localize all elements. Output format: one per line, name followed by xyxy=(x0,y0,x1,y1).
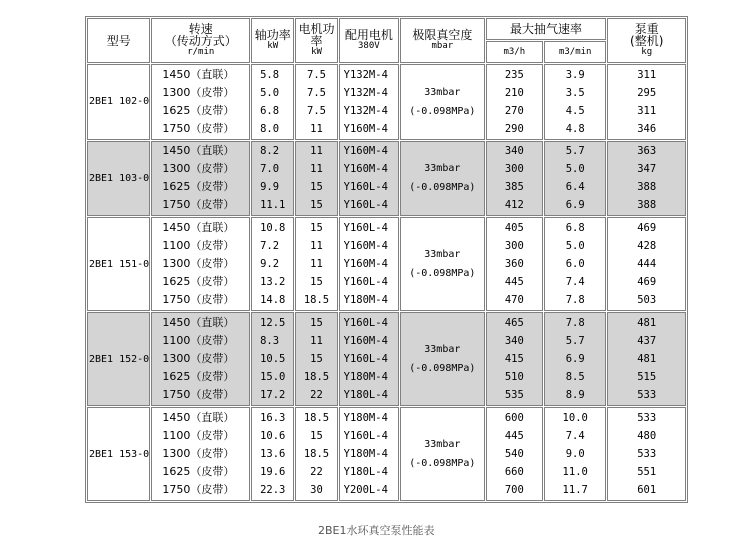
speed-cell-line: 1625（皮带） xyxy=(162,275,235,289)
capacity-m3min-cell xyxy=(544,64,606,140)
weight-cell-line: 551 xyxy=(637,466,657,478)
motor-power-cell-line: 18.5 xyxy=(303,448,330,460)
motor-power-cell xyxy=(295,141,337,217)
speed-cell-line: 1300（皮带） xyxy=(162,352,235,366)
capacity-m3min-cell-line: 11.0 xyxy=(562,466,588,478)
weight-cell-line: 388 xyxy=(637,181,657,194)
header-weight-title: 泵重 xyxy=(634,22,659,36)
table-row xyxy=(87,141,686,217)
weight-cell-line: 533 xyxy=(637,448,657,460)
header-speed xyxy=(151,18,250,63)
motor-power-cell-line: 7.5 xyxy=(307,68,326,81)
table-row xyxy=(87,312,686,406)
vacuum-mbar: 33mbar xyxy=(424,86,461,98)
capacity-m3min-cell xyxy=(544,312,606,406)
weight-cell-line: 444 xyxy=(637,258,657,271)
capacity-m3min-cell-line: 11.7 xyxy=(562,484,588,496)
weight-cell-line: 481 xyxy=(637,317,657,330)
capacity-m3min-cell-line: 4.8 xyxy=(565,122,585,135)
capacity-m3h-cell-line: 540 xyxy=(504,448,524,460)
capacity-m3min-cell-line: 6.9 xyxy=(565,353,585,366)
motor-type-cell-line: Y180M-4 xyxy=(343,294,388,307)
vacuum-mbar: 33mbar xyxy=(424,249,461,261)
vacuum-mbar: 33mbar xyxy=(424,163,461,175)
speed-cell xyxy=(151,407,250,501)
capacity-m3h-cell-line: 300 xyxy=(504,240,524,253)
weight-cell-line: 533 xyxy=(637,412,657,424)
capacity-m3h-cell-line: 270 xyxy=(504,104,524,117)
motor-type-cell-line: Y200L-4 xyxy=(343,484,388,496)
motor-power-cell-line: 15 xyxy=(310,353,323,366)
motor-type-cell-line: Y180L-4 xyxy=(343,466,388,478)
table-row xyxy=(87,64,686,140)
shaft-power-cell-line: 5.0 xyxy=(260,86,280,99)
model-cell: 2BE1 152-0 xyxy=(87,312,150,406)
capacity-m3h-cell-line: 535 xyxy=(504,389,524,402)
motor-power-cell-line: 15 xyxy=(310,181,323,194)
capacity-m3min-cell xyxy=(544,141,606,217)
motor-type-cell-line: Y160M-4 xyxy=(343,258,388,271)
motor-power-cell-line: 18.5 xyxy=(303,371,330,384)
capacity-m3min-cell-line: 6.0 xyxy=(565,258,585,271)
shaft-power-cell-line: 9.9 xyxy=(260,181,280,194)
vacuum-cell xyxy=(400,64,485,140)
vacuum-cell xyxy=(400,217,485,311)
motor-type-cell xyxy=(339,217,399,311)
vacuum-mpa: (-0.098MPa) xyxy=(409,182,476,194)
capacity-m3h-cell-line: 210 xyxy=(504,86,524,99)
capacity-m3min-cell-line: 7.4 xyxy=(565,276,585,289)
capacity-m3min-cell-line: 5.0 xyxy=(565,240,585,253)
vacuum-mpa: (-0.098MPa) xyxy=(409,105,476,117)
capacity-m3h-cell xyxy=(486,312,543,406)
weight-cell xyxy=(607,407,686,501)
weight-cell-line: 311 xyxy=(637,104,657,117)
spec-table-container xyxy=(85,16,688,503)
speed-cell-line: 1300（皮带） xyxy=(162,257,235,271)
weight-cell xyxy=(607,217,686,311)
capacity-m3min-cell-line: 8.5 xyxy=(565,371,585,384)
header-cap-m3min: m3/min xyxy=(544,41,606,63)
motor-type-cell-line: Y180M-4 xyxy=(343,371,388,384)
weight-cell-line: 503 xyxy=(637,294,657,307)
speed-cell xyxy=(151,217,250,311)
speed-cell-line: 1300（皮带） xyxy=(162,85,235,99)
capacity-m3min-cell-line: 6.8 xyxy=(565,222,585,235)
motor-power-cell-line: 18.5 xyxy=(303,412,330,424)
shaft-power-cell-line: 10.5 xyxy=(260,353,286,366)
capacity-m3min-cell-line: 7.8 xyxy=(565,294,585,307)
shaft-power-cell-line: 7.2 xyxy=(260,240,280,253)
weight-cell-line: 428 xyxy=(637,240,657,253)
shaft-power-cell-line: 10.6 xyxy=(260,430,286,442)
capacity-m3h-cell xyxy=(486,141,543,217)
header-shaft-power xyxy=(251,18,294,63)
speed-cell-line: 1450（直联） xyxy=(162,221,235,235)
capacity-m3h-cell-line: 300 xyxy=(504,163,524,176)
header-motor-power xyxy=(295,18,337,63)
capacity-m3h-cell-line: 412 xyxy=(504,199,524,212)
shaft-power-cell-line: 10.8 xyxy=(260,222,286,235)
motor-type-cell-line: Y160M-4 xyxy=(343,335,388,348)
motor-type-cell-line: Y132M-4 xyxy=(343,68,388,81)
capacity-m3min-cell-line: 5.7 xyxy=(565,335,585,348)
header-capacity: 最大抽气速率 xyxy=(486,18,607,40)
footer-caption: 2BE1水环真空泵性能表 xyxy=(318,524,435,537)
capacity-m3h-cell-line: 510 xyxy=(504,371,524,384)
speed-cell-line: 1100（皮带） xyxy=(162,429,235,442)
capacity-m3h-cell-line: 415 xyxy=(504,353,524,366)
motor-type-cell-line: Y160M-4 xyxy=(343,240,388,253)
motor-type-cell-line: Y132M-4 xyxy=(343,86,388,99)
speed-cell-line: 1450（直联） xyxy=(162,144,235,158)
weight-cell xyxy=(607,141,686,217)
motor-type-cell-line: Y160L-4 xyxy=(343,222,388,235)
shaft-power-cell xyxy=(251,64,294,140)
vacuum-mbar: 33mbar xyxy=(424,439,461,450)
shaft-power-cell-line: 7.0 xyxy=(260,163,280,176)
model-cell: 2BE1 103-0 xyxy=(87,141,150,217)
capacity-m3min-cell-line: 5.0 xyxy=(565,163,585,176)
speed-cell-line: 1625（皮带） xyxy=(162,103,235,117)
shaft-power-cell-line: 13.6 xyxy=(260,448,286,460)
shaft-power-cell-line: 8.3 xyxy=(260,335,280,348)
shaft-power-cell-line: 8.2 xyxy=(260,145,280,158)
motor-power-cell-line: 15 xyxy=(310,199,323,212)
table-body xyxy=(87,64,686,501)
motor-power-cell-line: 15 xyxy=(310,222,323,235)
shaft-power-cell-line: 17.2 xyxy=(260,389,286,402)
header-weight-unit: kg xyxy=(641,47,653,57)
header-motor-title-b: 率 xyxy=(310,34,323,48)
shaft-power-cell xyxy=(251,141,294,217)
weight-cell xyxy=(607,64,686,140)
capacity-m3h-cell-line: 235 xyxy=(504,68,524,81)
capacity-m3min-cell-line: 3.5 xyxy=(565,86,585,99)
motor-power-cell-line: 22 xyxy=(310,389,323,402)
capacity-m3h-cell-line: 360 xyxy=(504,258,524,271)
vacuum-cell xyxy=(400,141,485,217)
shaft-power-cell-line: 8.0 xyxy=(260,122,280,135)
shaft-power-cell-line: 13.2 xyxy=(260,276,286,289)
shaft-power-cell xyxy=(251,407,294,501)
header-model: 型号 xyxy=(87,18,150,63)
speed-cell-line: 1750（皮带） xyxy=(162,293,235,307)
capacity-m3min-cell-line: 6.9 xyxy=(565,199,585,212)
motor-type-cell xyxy=(339,64,399,140)
speed-cell-line: 1100（皮带） xyxy=(162,334,235,348)
speed-cell-line: 1450（直联） xyxy=(162,411,235,424)
header-speed-title: 转速 xyxy=(188,22,213,36)
weight-cell-line: 388 xyxy=(637,199,657,212)
speed-cell-line: 1750（皮带） xyxy=(162,121,235,135)
shaft-power-cell-line: 11.1 xyxy=(260,199,286,212)
speed-cell-line: 1450（直联） xyxy=(162,316,235,330)
motor-power-cell-line: 11 xyxy=(310,122,323,135)
header-row xyxy=(87,18,686,40)
vacuum-mpa: (-0.098MPa) xyxy=(409,363,476,375)
shaft-power-cell-line: 19.6 xyxy=(260,466,286,478)
capacity-m3h-cell-line: 385 xyxy=(504,181,524,194)
motor-type-cell-line: Y132M-4 xyxy=(343,104,388,117)
capacity-m3h-cell xyxy=(486,64,543,140)
motor-type-cell-line: Y160L-4 xyxy=(343,317,388,330)
motor-type-cell-line: Y160M-4 xyxy=(343,163,388,176)
weight-cell-line: 533 xyxy=(637,389,657,402)
motor-power-cell-line: 11 xyxy=(310,145,323,158)
header-motor-type-title: 配用电机 xyxy=(344,28,393,42)
motor-type-cell xyxy=(339,312,399,406)
speed-cell-line: 1450（直联） xyxy=(162,67,235,81)
capacity-m3h-cell-line: 470 xyxy=(504,294,524,307)
header-speed-unit: r/min xyxy=(187,47,215,57)
capacity-m3h-cell xyxy=(486,407,543,501)
capacity-m3h-cell-line: 340 xyxy=(504,145,524,158)
header-speed-sub: （传动方式） xyxy=(164,34,237,48)
header-cap-m3h: m3/h xyxy=(486,41,543,63)
weight-cell-line: 363 xyxy=(637,145,657,158)
weight-cell-line: 601 xyxy=(637,484,657,496)
capacity-m3h-cell-line: 465 xyxy=(504,317,524,330)
motor-type-cell-line: Y160L-4 xyxy=(343,430,388,442)
motor-type-cell-line: Y160M-4 xyxy=(343,145,388,158)
motor-power-cell-line: 15 xyxy=(310,430,323,442)
vacuum-mbar: 33mbar xyxy=(424,344,461,356)
motor-type-cell-line: Y180M-4 xyxy=(343,448,388,460)
motor-type-cell-line: Y160L-4 xyxy=(343,276,388,289)
motor-power-cell-line: 11 xyxy=(310,258,323,271)
motor-power-cell-line: 11 xyxy=(310,240,323,253)
header-motor-type-unit: 380V xyxy=(358,41,380,51)
shaft-power-cell-line: 14.8 xyxy=(260,294,286,307)
speed-cell xyxy=(151,141,250,217)
motor-power-cell-line: 15 xyxy=(310,276,323,289)
capacity-m3h-cell xyxy=(486,217,543,311)
capacity-m3h-cell-line: 660 xyxy=(504,466,524,478)
speed-cell-line: 1300（皮带） xyxy=(162,162,235,176)
shaft-power-cell-line: 15.0 xyxy=(260,371,286,384)
motor-power-cell xyxy=(295,312,337,406)
capacity-m3h-cell-line: 600 xyxy=(504,412,524,424)
motor-power-cell xyxy=(295,407,337,501)
shaft-power-cell-line: 5.8 xyxy=(260,68,280,81)
capacity-m3h-cell-line: 445 xyxy=(504,430,524,442)
motor-type-cell-line: Y160M-4 xyxy=(343,122,388,135)
motor-type-cell xyxy=(339,407,399,501)
capacity-m3min-cell-line: 10.0 xyxy=(562,412,588,424)
motor-power-cell-line: 22 xyxy=(310,466,323,478)
capacity-m3min-cell-line: 5.7 xyxy=(565,145,585,158)
weight-cell-line: 481 xyxy=(637,353,657,366)
capacity-m3h-cell-line: 290 xyxy=(504,122,524,135)
motor-power-cell-line: 15 xyxy=(310,317,323,330)
table-row xyxy=(87,217,686,311)
capacity-m3min-cell xyxy=(544,407,606,501)
capacity-m3min-cell-line: 4.5 xyxy=(565,104,585,117)
speed-cell-line: 1625（皮带） xyxy=(162,180,235,194)
pump-spec-table xyxy=(86,17,687,502)
vacuum-cell xyxy=(400,407,485,501)
speed-cell-line: 1625（皮带） xyxy=(162,465,235,478)
capacity-m3min-cell-line: 8.9 xyxy=(565,389,585,402)
motor-power-cell xyxy=(295,64,337,140)
header-motor-unit: kW xyxy=(311,47,322,57)
speed-cell-line: 1750（皮带） xyxy=(162,483,235,496)
capacity-m3h-cell-line: 405 xyxy=(504,222,524,235)
motor-power-cell-line: 30 xyxy=(310,484,323,496)
speed-cell xyxy=(151,64,250,140)
capacity-m3h-cell-line: 340 xyxy=(504,335,524,348)
motor-type-cell-line: Y160L-4 xyxy=(343,199,388,212)
weight-cell-line: 515 xyxy=(637,371,657,384)
header-motor-type xyxy=(339,18,399,63)
header-shaft-unit: kW xyxy=(267,41,279,51)
header-vacuum-title: 极限真空度 xyxy=(412,28,473,42)
speed-cell xyxy=(151,312,250,406)
speed-cell-line: 1100（皮带） xyxy=(162,239,235,253)
header-weight xyxy=(607,18,686,63)
capacity-m3min-cell-line: 9.0 xyxy=(565,448,585,460)
motor-power-cell-line: 11 xyxy=(310,335,323,348)
weight-cell-line: 437 xyxy=(637,335,657,348)
vacuum-mpa: (-0.098MPa) xyxy=(409,268,476,280)
motor-power-cell-line: 7.5 xyxy=(307,86,326,99)
header-vacuum-unit: mbar xyxy=(431,41,454,51)
capacity-m3min-cell xyxy=(544,217,606,311)
model-cell: 2BE1 153-0 xyxy=(87,407,150,501)
weight-cell-line: 469 xyxy=(637,276,657,289)
weight-cell-line: 311 xyxy=(637,68,657,81)
model-cell: 2BE1 151-0 xyxy=(87,217,150,311)
speed-cell-line: 1625（皮带） xyxy=(162,370,235,384)
motor-power-cell-line: 7.5 xyxy=(307,104,326,117)
weight-cell-line: 346 xyxy=(637,122,657,135)
weight-cell-line: 295 xyxy=(637,86,657,99)
weight-cell-line: 469 xyxy=(637,222,657,235)
motor-type-cell-line: Y160L-4 xyxy=(343,181,388,194)
header-motor-title-a: 电机功 xyxy=(298,22,335,36)
header-vacuum xyxy=(400,18,485,63)
weight-cell-line: 480 xyxy=(637,430,657,442)
shaft-power-cell-line: 6.8 xyxy=(260,104,280,117)
speed-cell-line: 1750（皮带） xyxy=(162,198,235,212)
weight-cell xyxy=(607,312,686,406)
shaft-power-cell-line: 12.5 xyxy=(260,317,286,330)
capacity-m3min-cell-line: 7.8 xyxy=(565,317,585,330)
motor-type-cell-line: Y160L-4 xyxy=(343,353,388,366)
header-shaft-title: 轴功率 xyxy=(254,28,291,42)
speed-cell-line: 1300（皮带） xyxy=(162,447,235,460)
motor-type-cell-line: Y180M-4 xyxy=(343,412,388,424)
weight-cell-line: 347 xyxy=(637,163,657,176)
vacuum-cell xyxy=(400,312,485,406)
capacity-m3min-cell-line: 3.9 xyxy=(565,68,585,81)
motor-type-cell-line: Y180L-4 xyxy=(343,389,388,402)
capacity-m3min-cell-line: 7.4 xyxy=(565,430,585,442)
shaft-power-cell-line: 22.3 xyxy=(260,484,286,496)
table-row xyxy=(87,407,686,501)
motor-power-cell-line: 18.5 xyxy=(303,294,330,307)
capacity-m3h-cell-line: 445 xyxy=(504,276,524,289)
shaft-power-cell xyxy=(251,217,294,311)
shaft-power-cell-line: 16.3 xyxy=(260,412,286,424)
shaft-power-cell xyxy=(251,312,294,406)
header-weight-sub: (整机) xyxy=(630,34,664,48)
motor-power-cell xyxy=(295,217,337,311)
model-cell: 2BE1 102-0 xyxy=(87,64,150,140)
motor-type-cell xyxy=(339,141,399,217)
vacuum-mpa: (-0.098MPa) xyxy=(409,458,476,469)
speed-cell-line: 1750（皮带） xyxy=(162,388,235,402)
motor-power-cell-line: 11 xyxy=(310,163,323,176)
capacity-m3h-cell-line: 700 xyxy=(504,484,524,496)
capacity-m3min-cell-line: 6.4 xyxy=(565,181,585,194)
shaft-power-cell-line: 9.2 xyxy=(260,258,280,271)
